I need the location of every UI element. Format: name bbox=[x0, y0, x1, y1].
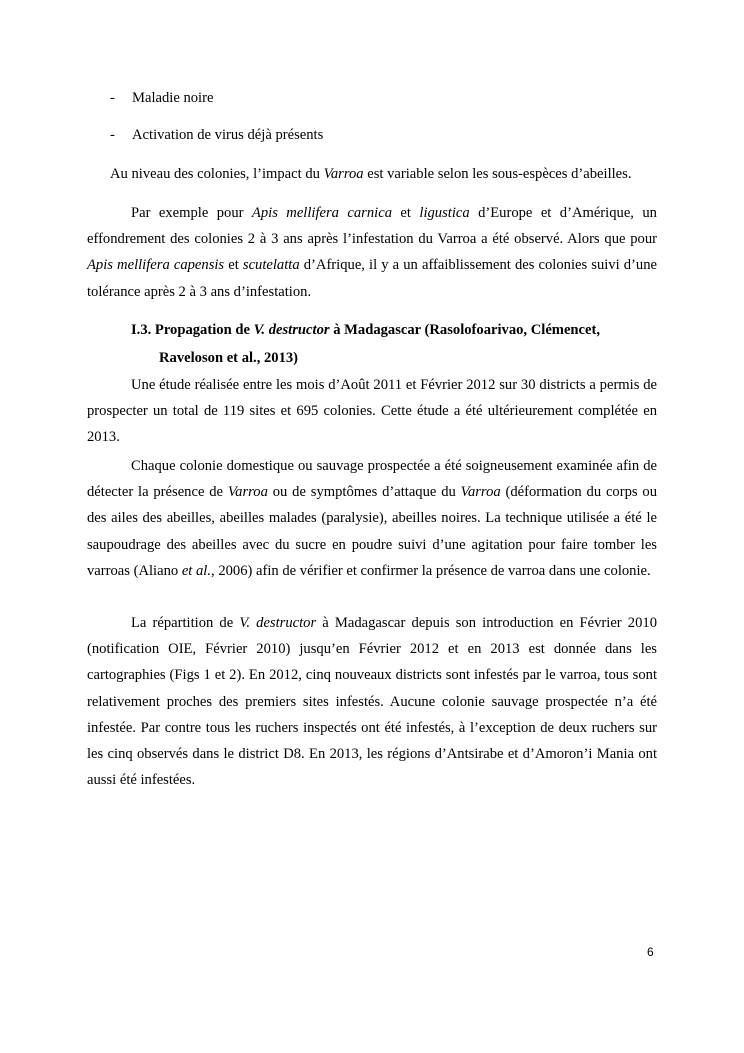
distribution-paragraph: La répartition de V. destructor à Madagascar depuis son introduction en Février 2010 (notification OIE, Février 2010) jusqu’en Février 2012 et en 2013 est donnée dans les cartographies (Figs 1 et 2). En 2012, cinq nouveaux districts sont infestés par le varroa, tous sont relativement proches des premiers sites infestés. Aucune colonie sauvage prospectée n’a été infestée. Par contre tous les ruchers inspectés ont été infestés, à l’exception de deux ruchers sur les cinq observés dans le district D8. En 2013, les régions d’Antsirabe et d’Amoron’i Mania ont aussi été infestées. bbox=[87, 615, 657, 789]
bullet-text: Activation de virus déjà présents bbox=[132, 127, 324, 143]
colony-paragraph: Chaque colonie domestique ou sauvage prospectée a été soigneusement examinée afin de détecter la présence de Varroa ou de symptômes d’attaque du Varroa (déformation du corps ou des ailes des abeilles, abeilles malades (paralysie), abeilles noires. La technique utilisée a été le saupoudrage des abeilles avec du sucre en poudre suivi d’une agitation pour faire tomber les varroas (Aliano et al., 2006) afin de vérifier et confirmer la présence de varroa dans une colonie. bbox=[87, 458, 657, 579]
bullet-item bbox=[110, 88, 213, 108]
bullet-dash: - bbox=[110, 127, 115, 143]
intro-paragraph: Au niveau des colonies, l’impact du Varroa est variable selon les sous-espèces d’abeilles. bbox=[110, 166, 632, 182]
section-heading: I.3. Propagation de V. destructor à Madagascar (Rasolofoarivao, Clémencet, Raveloson et al., 2013) bbox=[131, 316, 671, 372]
section-heading-continuation: Raveloson et al., 2013) bbox=[159, 350, 299, 366]
example-paragraph: Par exemple pour Apis mellifera carnica et ligustica d’Europe et d’Amérique, un effondrement des colonies 2 à 3 ans après l’infestation du Varroa a été observé. Alors que pour Apis mellifera capensis et scutelatta d’Afrique, il y a un affaiblissement des colonies suivi d’une tolérance après 2 à 3 ans d’infestation. bbox=[87, 205, 657, 300]
bullet-text: Maladie noire bbox=[132, 90, 214, 106]
bullet-item bbox=[110, 125, 323, 145]
bullet-dash: - bbox=[110, 90, 115, 106]
page-number: 6 bbox=[647, 945, 654, 959]
study-paragraph: Une étude réalisée entre les mois d’Août 2011 et Février 2012 sur 30 districts a permis de prospecter un total de 119 sites et 695 colonies. Cette étude a été ultérieurement complétée en 2013. bbox=[87, 377, 657, 446]
